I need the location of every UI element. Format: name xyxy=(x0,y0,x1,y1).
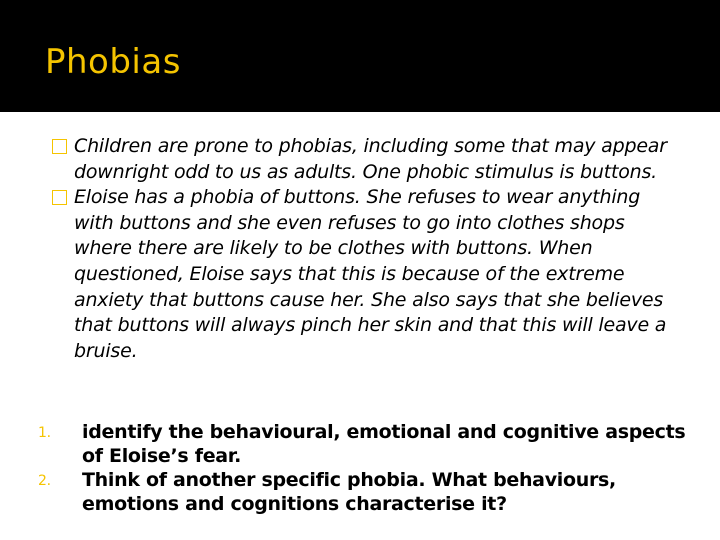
title-bar xyxy=(0,0,720,112)
bullet-text: Children are prone to phobias, including some that may appear downright odd to us as adults. One phobic stimulus is buttons. xyxy=(74,135,667,183)
bullet-item xyxy=(52,134,677,185)
bullet-list xyxy=(52,134,677,364)
question-item xyxy=(38,420,688,468)
bullet-text: Eloise has a phobia of buttons. She refuses to wear anything with buttons and she even refuses to go into clothes shops where there are likely to be clothes with buttons. When questioned, Eloise says that this is because of the extreme anxiety that buttons cause her. She also says that she believes that buttons will always pinch her skin and that this will leave a bruise. xyxy=(74,186,667,362)
question-text: identify the behavioural, emotional and cognitive aspects of Eloise’s fear. xyxy=(82,421,686,467)
question-item xyxy=(38,468,688,516)
question-list xyxy=(38,420,688,516)
question-text: Think of another specific phobia. What behaviours, emotions and cognitions characterise it? xyxy=(82,469,616,515)
bullet-item xyxy=(52,185,677,364)
square-bullet-icon xyxy=(52,190,67,205)
question-number: 1. xyxy=(38,425,51,441)
question-number: 2. xyxy=(38,473,51,489)
square-bullet-icon xyxy=(52,139,67,154)
slide-title: Phobias xyxy=(45,42,181,82)
